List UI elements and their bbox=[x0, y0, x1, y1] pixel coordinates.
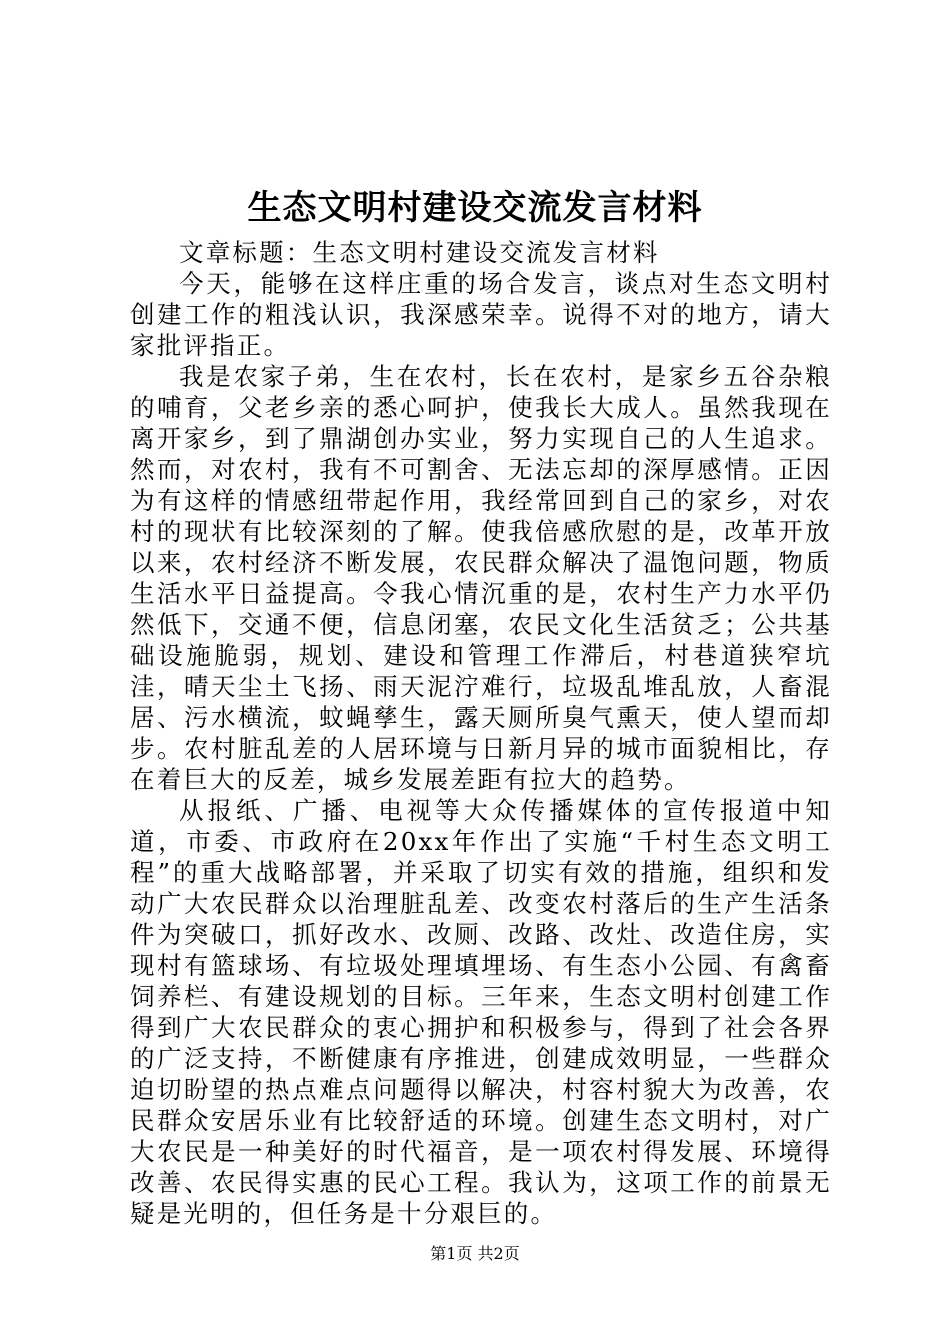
paragraph: 从报纸、广播、电视等大众传播媒体的宣传报道中知道，市委、市政府在20xx年作出了实施“千村生态文明工程”的重大战略部署，并采取了切实有效的措施，组织和发动广大农民群众以治理脏乱差、改变农村落后的生产生活条件为突破口，抓好改水、改厕、改路、改灶、改造住房，实现村有篮球场、有垃圾处理填埋场、有生态小公园、有禽畜饲养栏、有建设规划的目标。三年来，生态文明村创建工作得到广大农民群众的衷心拥护和积极参与，得到了社会各界的广泛支持，不断健康有序推进，创建成效明显，一些群众迫切盼望的热点难点问题得以解决，村容村貌大为改善，农民群众安居乐业有比较舒适的环境。创建生态文明村，对广大农民是一种美好的时代福音，是一项农村得发展、环境得改善、农民得实惠的民心工程。我认为，这项工作的前景无疑是光明的，但任务是十分艰巨的。 bbox=[130, 796, 832, 1228]
paragraph: 今天，能够在这样庄重的场合发言，谈点对生态文明村创建工作的粗浅认识，我深感荣幸。说得不对的地方，请大家批评指正。 bbox=[130, 269, 832, 360]
document-body bbox=[130, 237, 832, 1229]
paragraph: 我是农家子弟，生在农村，长在农村，是家乡五谷杂粮的哺育，父老乡亲的悉心呵护，使我长大成人。虽然我现在离开家乡，到了鼎湖创办实业，努力实现自己的人生追求。然而，对农村，我有不可割舍、无法忘却的深厚感情。正因为有这样的情感纽带起作用，我经常回到自己的家乡，对农村的现状有比较深刻的了解。使我倍感欣慰的是，改革开放以来，农村经济不断发展，农民群众解决了温饱问题，物质生活水平日益提高。令我心情沉重的是，农村生产力水平仍然低下，交通不便，信息闭塞，农民文化生活贫乏；公共基础设施脆弱，规划、建设和管理工作滞后，村巷道狭窄坑洼，晴天尘土飞扬、雨天泥泞难行，垃圾乱堆乱放，人畜混居、污水横流，蚊蝇孳生，露天厕所臭气熏天，使人望而却步。农村脏乱差的人居环境与日新月异的城市面貌相比，存在着巨大的反差，城乡发展差距有拉大的趋势。 bbox=[130, 362, 832, 794]
document-title: 生态文明村建设交流发言材料 bbox=[247, 188, 703, 228]
page-number-footer: 第1页 共2页 bbox=[430, 1244, 520, 1263]
article-title-line: 文章标题：生态文明村建设交流发言材料 bbox=[179, 238, 660, 267]
